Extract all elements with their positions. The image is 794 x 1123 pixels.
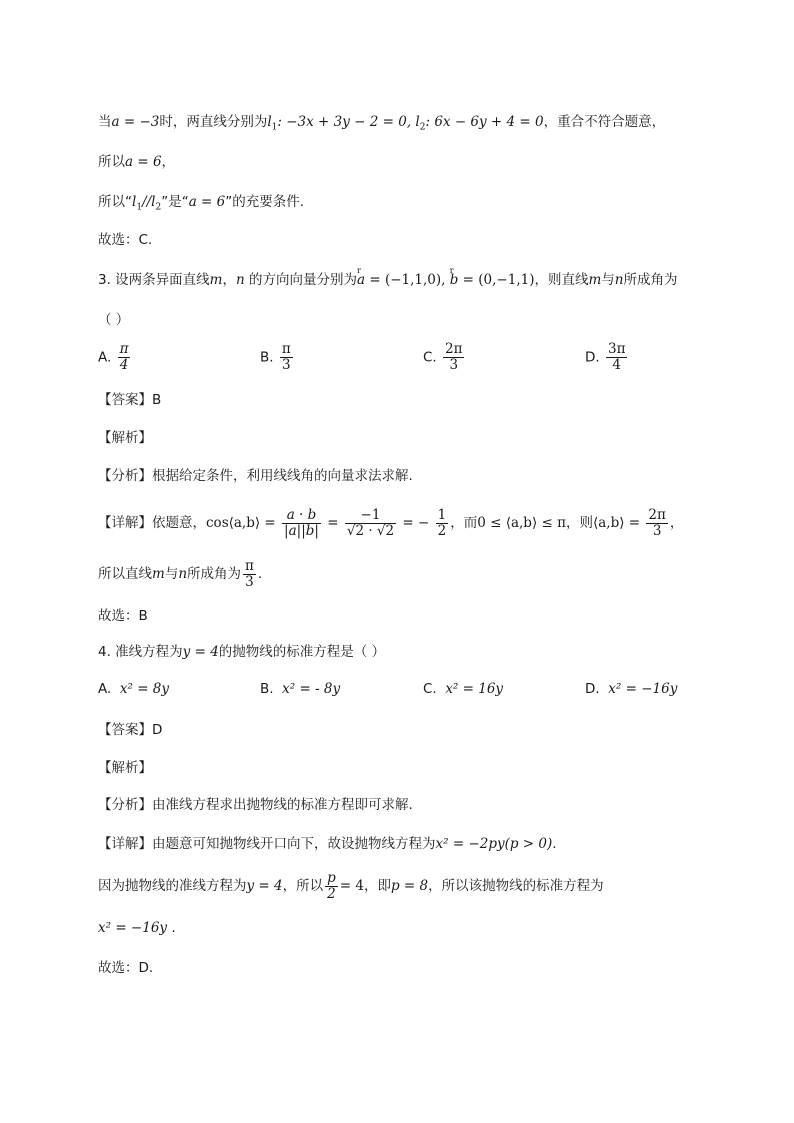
option-label: A. (98, 681, 112, 697)
text: . (167, 920, 176, 936)
numerator: p (327, 869, 336, 886)
text: 当 (98, 114, 112, 130)
question-stem (98, 270, 677, 290)
option-a (98, 681, 169, 697)
text-line (98, 152, 175, 172)
math: a = 6 (125, 154, 162, 170)
text: . (257, 566, 263, 582)
text: 因为抛物线的准线方程为 (98, 878, 247, 894)
option-label: D. (585, 349, 600, 366)
fraction (443, 342, 464, 373)
option-b (260, 342, 295, 373)
denominator: 3 (245, 573, 254, 590)
math-sub: 1 (136, 202, 143, 213)
option-math: x² = 16y (445, 681, 504, 697)
text: 的方向向量分别为 (244, 272, 357, 288)
analysis-heading: 【解析】 (98, 760, 152, 776)
fraction (118, 342, 131, 373)
math: l (415, 114, 420, 130)
option-c (423, 342, 466, 373)
text: 所成角为 (187, 566, 242, 582)
option-label: D. (585, 681, 600, 697)
math: n (235, 272, 245, 288)
math: p = 8 (390, 878, 429, 894)
text: . (552, 836, 557, 852)
math: ⟨a,b⟩ = (592, 515, 641, 531)
text: ， (669, 515, 684, 531)
math-sub: 2 (155, 202, 162, 213)
math-sub: 2 (419, 122, 426, 133)
text: ，重合不符合题意， (543, 114, 666, 130)
math: m (152, 566, 165, 582)
denominator: 2 (437, 522, 447, 539)
option-math: x² = −16y (608, 681, 678, 697)
math: n (178, 566, 188, 582)
choose-line: 故选：B (98, 608, 148, 624)
math-vector: r a (357, 270, 365, 290)
text: 所以 (98, 154, 125, 170)
denominator: 4 (612, 357, 622, 373)
text-line: 故选：C. (98, 232, 153, 248)
text: ，即 (363, 878, 391, 894)
text: 【详解】由题意可知抛物线开口向下，故设抛物线方程为 (98, 836, 436, 852)
detail-line (98, 918, 176, 938)
text: 与 (164, 566, 179, 582)
math: a = 6 (188, 194, 226, 210)
text: ，则 (565, 515, 593, 531)
denominator: 3 (449, 357, 459, 373)
math: cos⟨a,b⟩ = (206, 515, 276, 531)
option-c (423, 681, 503, 697)
math: 0 ≤ ⟨a,b⟩ ≤ π (477, 515, 566, 531)
option-d (585, 681, 677, 697)
fraction (243, 559, 256, 590)
numerator: −1 (345, 508, 396, 524)
text: ， (161, 154, 176, 170)
denominator: 4 (119, 357, 129, 373)
option-label: A. (98, 349, 112, 366)
math: y = 4 (246, 878, 283, 894)
option-label: B. (260, 681, 274, 697)
answer-parentheses: （ ） (98, 312, 130, 328)
math: n (614, 272, 624, 288)
math: x² = −2py(p > 0) (435, 836, 553, 852)
numerator: π (281, 341, 291, 357)
denominator: √2 · √2 (346, 522, 395, 539)
text: 与 (601, 272, 615, 288)
analysis-line: 【分析】根据给定条件，利用线线角的向量求法求解. (98, 468, 413, 484)
choose-line: 故选：D. (98, 960, 154, 976)
fraction (606, 342, 627, 373)
numerator: π (245, 557, 254, 574)
numerator: 2π (445, 341, 463, 357)
text: ，所以 (282, 878, 324, 894)
text: 3. 设两条异面直线 (98, 272, 210, 288)
detail-line (98, 868, 604, 904)
option-d (585, 342, 629, 373)
option-math: x² = 8y (119, 681, 170, 697)
denominator: 2 (327, 885, 336, 902)
fraction (325, 871, 338, 902)
numerator: π (119, 341, 129, 357)
numerator: a · b (282, 508, 321, 524)
fraction (280, 342, 293, 373)
math: : 6x − 6y + 4 = 0 (425, 114, 544, 130)
text: 时，两直线分别为 (159, 114, 268, 130)
math: = (327, 515, 339, 531)
conclusion-line (98, 556, 262, 592)
numerator: 2π (648, 506, 666, 523)
fraction (282, 508, 321, 539)
math: = 4 (339, 878, 364, 894)
denominator: |a||b| (284, 522, 319, 539)
fraction (646, 508, 667, 539)
text: ，则直线 (534, 272, 589, 288)
numerator: 3π (607, 341, 626, 357)
option-label: C. (423, 349, 437, 366)
option-math: x² = - 8y (282, 681, 341, 697)
math: l (132, 194, 137, 210)
text: ， (222, 272, 236, 288)
math: a = −3 (111, 114, 160, 130)
math: l (267, 114, 272, 130)
math: : −3x + 3y − 2 = 0, (277, 114, 416, 130)
math: x² = −16y (98, 920, 168, 936)
text: 所以“ (98, 194, 132, 210)
option-a (98, 342, 132, 373)
math: //l (142, 194, 156, 210)
fraction (345, 508, 396, 539)
text-line (98, 192, 304, 218)
option-label: C. (423, 681, 437, 697)
option-b (260, 681, 340, 697)
math: = − (402, 515, 430, 531)
text: ”的充要条件. (225, 194, 305, 210)
math-vector: r b (450, 270, 459, 290)
text-line (98, 112, 665, 138)
math: y = 4 (182, 644, 219, 660)
question-stem (98, 642, 385, 662)
denominator: 3 (652, 522, 662, 539)
numerator: 1 (437, 506, 447, 523)
math: m (209, 272, 223, 288)
text: ”是“ (161, 194, 189, 210)
detail-line (98, 834, 557, 854)
text: ，而 (450, 515, 478, 531)
analysis-heading: 【解析】 (98, 430, 152, 446)
text: 所以直线 (98, 566, 152, 582)
analysis-line: 【分析】由准线方程求出抛物线的标准方程即可求解. (98, 797, 413, 813)
detail-line (98, 504, 683, 542)
text: 【详解】依题意， (98, 515, 206, 531)
fraction (436, 508, 449, 539)
denominator: 3 (282, 357, 291, 373)
answer-line: 【答案】D (98, 722, 163, 738)
option-label: B. (260, 349, 274, 366)
text: ，所以该抛物线的标准方程为 (428, 878, 604, 894)
answer-line: 【答案】B (98, 392, 162, 408)
text: 的抛物线的标准方程是（ ） (218, 644, 386, 660)
text: 所成角为 (623, 272, 678, 288)
math: m (588, 272, 602, 288)
math: = (−1,1,0), (365, 272, 450, 288)
math: = (0,−1,1) (458, 272, 535, 288)
math-sub: 1 (271, 122, 278, 133)
text: 4. 准线方程为 (98, 644, 183, 660)
